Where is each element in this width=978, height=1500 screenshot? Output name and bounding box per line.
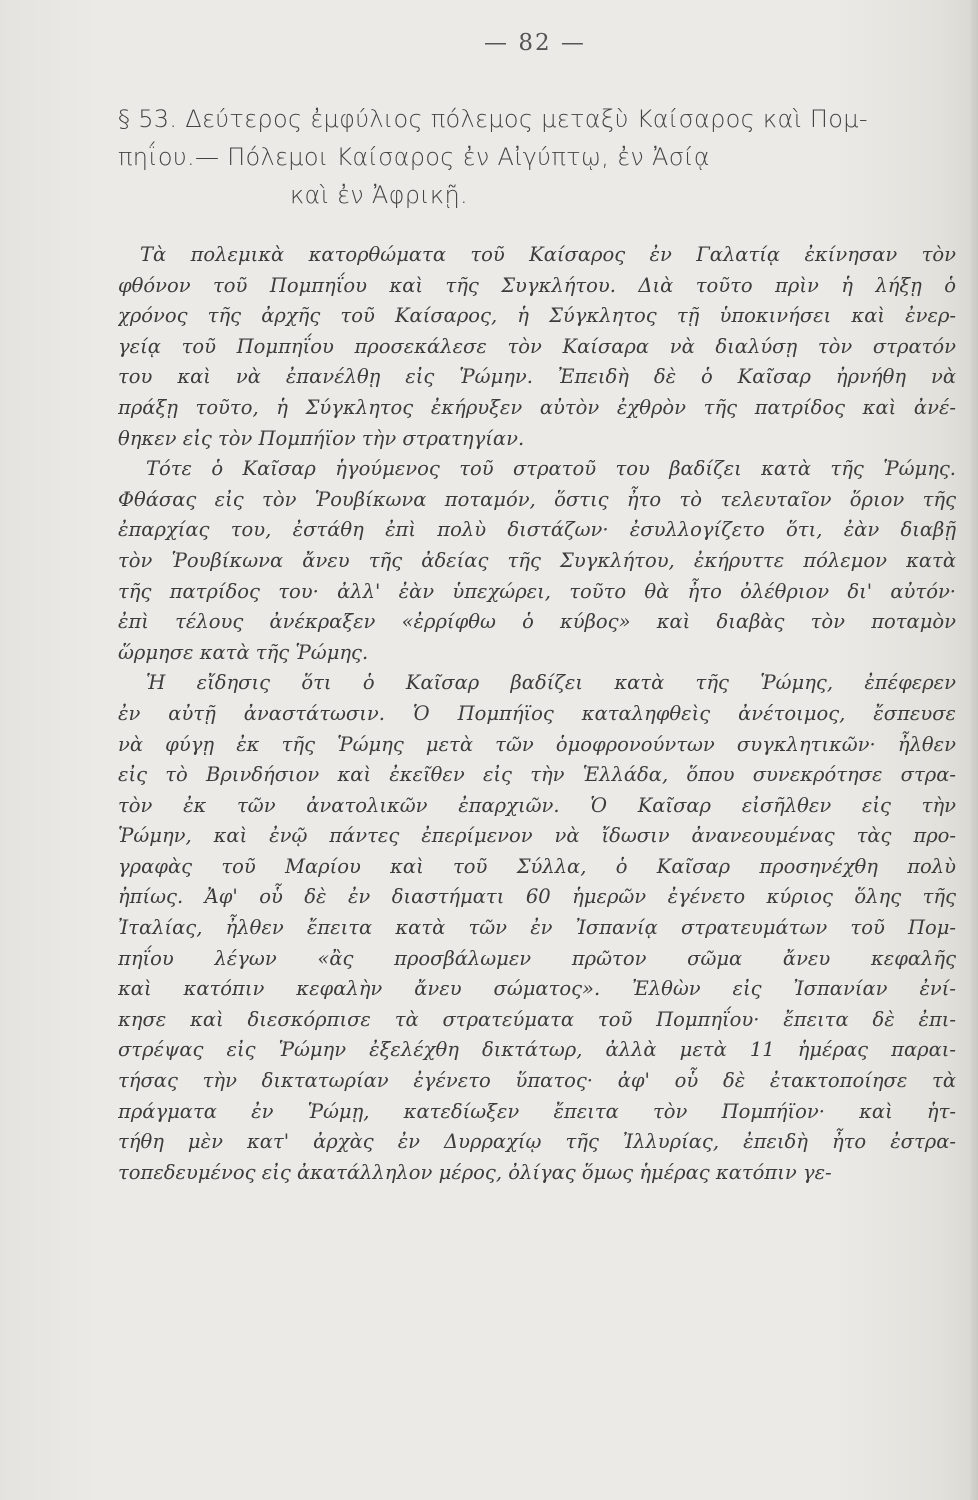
text-line: τήσας τὴν δικτατωρίαν ἐγένετο ὕπατος· ἀφ' οὗ δὲ ἐτακτοποίησε τὰ: [118, 1069, 956, 1093]
text-line: Τὰ πολεμικὰ κατορθώματα τοῦ Καίσαρος ἐν Γαλατίᾳ ἐκίνησαν τὸν: [140, 243, 956, 266]
text-line: Τότε ὁ Καῖσαρ ἡγούμενος τοῦ στρατοῦ του βαδίζει κατὰ τῆς Ῥώμης.: [146, 457, 956, 481]
text-line: Ῥώμην, καὶ ἐνῷ πάντες ἐπερίμενον νὰ ἴδωσιν ἀνανεουμένας τὰς προ-: [118, 824, 956, 848]
heading-line: πηΐου.— Πόλεμοι Καίσαρος ἐν Αἰγύπτῳ, ἐν Ἀσίᾳ: [118, 143, 710, 171]
text-line: Ἰταλίας, ἦλθεν ἔπειτα κατὰ τῶν ἐν Ἰσπανίᾳ στρατευμάτων τοῦ Πομ-: [118, 916, 956, 940]
text-line: ἐν αὐτῇ ἀναστάτωσιν. Ὁ Πομπήϊος καταληφθεὶς ἀνέτοιμος, ἔσπευσε: [118, 701, 956, 725]
text-line: ἠπίως. Ἀφ' οὗ δὲ ἐν διαστήματι 60 ἡμερῶν ἐγένετο κύριος ὅλης τῆς: [118, 885, 956, 909]
text-line: τὸν ἐκ τῶν ἀνατολικῶν ἐπαρχιῶν. Ὁ Καῖσαρ εἰσῆλθεν εἰς τὴν: [118, 793, 956, 817]
text-line: τήθη μὲν κατ' ἀρχὰς ἐν Δυρραχίῳ τῆς Ἰλλυρίας, ἐπειδὴ ἦτο ἐστρα-: [118, 1130, 956, 1154]
text-line: φθόνον τοῦ Πομπηΐου καὶ τῆς Συγκλήτου. Διὰ τοῦτο πρὶν ἡ λήξῃ ὁ: [118, 273, 956, 297]
section-heading: [118, 100, 958, 214]
text-line: πράξῃ τοῦτο, ἡ Σύγκλητος ἐκήρυξεν αὐτὸν ἐχθρὸν τῆς πατρίδος καὶ ἀνέ-: [118, 395, 956, 419]
text-line: Ἡ εἴδησις ὅτι ὁ Καῖσαρ βαδίζει κατὰ τῆς Ῥώμης, ἐπέφερεν: [146, 671, 956, 695]
text-line: καὶ κατόπιν κεφαλὴν ἄνευ σώματος». Ἐλθὼν εἰς Ἰσπανίαν ἐνί-: [118, 977, 956, 1001]
text-line: νὰ φύγῃ ἐκ τῆς Ῥώμης μετὰ τῶν ὁμοφρονούντων συγκλητικῶν· ἦλθεν: [118, 732, 956, 756]
text-line: γείᾳ τοῦ Πομπηΐου προσεκάλεσε τὸν Καίσαρα νὰ διαλύσῃ τὸν στρατόν: [118, 334, 956, 358]
text-line: ἐπαρχίας του, ἐστάθη ἐπὶ πολὺ διστάζων· ἐσυλλογίζετο ὅτι, ἐὰν διαβῇ: [118, 518, 956, 542]
text-line: θηκεν εἰς τὸν Πομπήϊον τὴν στρατηγίαν.: [118, 426, 525, 450]
text-line: τῆς πατρίδος του· ἀλλ' ἐὰν ὑπεχώρει, τοῦτο θὰ ἦτο ὀλέθριον δι' αὐτόν·: [118, 579, 956, 603]
page-number: — 82 —: [484, 30, 586, 56]
text-line: πράγματα ἐν Ῥώμῃ, κατεδίωξεν ἔπειτα τὸν Πομπήϊον· καὶ ἡτ-: [118, 1099, 956, 1123]
text-line: ἐπὶ τέλους ἀνέκραξεν «ἐρρίφθω ὁ κύβος» καὶ διαβὰς τὸν ποταμὸν: [118, 610, 956, 634]
text-line: κησε καὶ διεσκόρπισε τὰ στρατεύματα τοῦ Πομπηΐου· ἔπειτα δὲ ἐπι-: [118, 1007, 956, 1031]
text-line: πηΐου λέγων «ἂς προσβάλωμεν πρῶτον σῶμα ἄνευ κεφαλῆς: [118, 946, 956, 970]
text-line: στρέψας εἰς Ῥώμην ἐξελέχθη δικτάτωρ, ἀλλὰ μετὰ 11 ἡμέρας παραι-: [118, 1038, 956, 1062]
page-edge: [970, 0, 978, 1500]
body-text: [118, 240, 956, 1188]
text-line: τοπεδευμένος εἰς ἀκατάλληλον μέρος, ὀλίγας ὅμως ἡμέρας κατόπιν γε-: [118, 1160, 832, 1184]
heading-line: καὶ ἐν Ἀφρικῇ.: [290, 181, 468, 209]
text-line: χρόνος τῆς ἀρχῆς τοῦ Καίσαρος, ἡ Σύγκλητος τῇ ὑποκινήσει καὶ ἐνερ-: [118, 304, 956, 328]
heading-line: § 53. Δεύτερος ἐμφύλιος πόλεμος μεταξὺ Καίσαρος καὶ Πομ-: [118, 105, 868, 133]
text-line: ὥρμησε κατὰ τῆς Ῥώμης.: [118, 640, 369, 664]
text-line: τὸν Ῥουβίκωνα ἄνευ τῆς ἀδείας τῆς Συγκλήτου, ἐκήρυττε πόλεμον κατὰ: [118, 548, 956, 572]
text-line: του καὶ νὰ ἐπανέλθῃ εἰς Ῥώμην. Ἐπειδὴ δὲ ὁ Καῖσαρ ἠρνήθη νὰ: [118, 365, 956, 389]
text-line: Φθάσας εἰς τὸν Ῥουβίκωνα ποταμόν, ὅστις ἦτο τὸ τελευταῖον ὅριον τῆς: [118, 487, 956, 511]
text-line: εἰς τὸ Βρινδήσιον καὶ ἐκεῖθεν εἰς τὴν Ἑλλάδα, ὅπου συνεκρότησε στρα-: [118, 763, 956, 787]
text-line: γραφὰς τοῦ Μαρίου καὶ τοῦ Σύλλα, ὁ Καῖσαρ προσηνέχθη πολὺ: [118, 854, 956, 878]
